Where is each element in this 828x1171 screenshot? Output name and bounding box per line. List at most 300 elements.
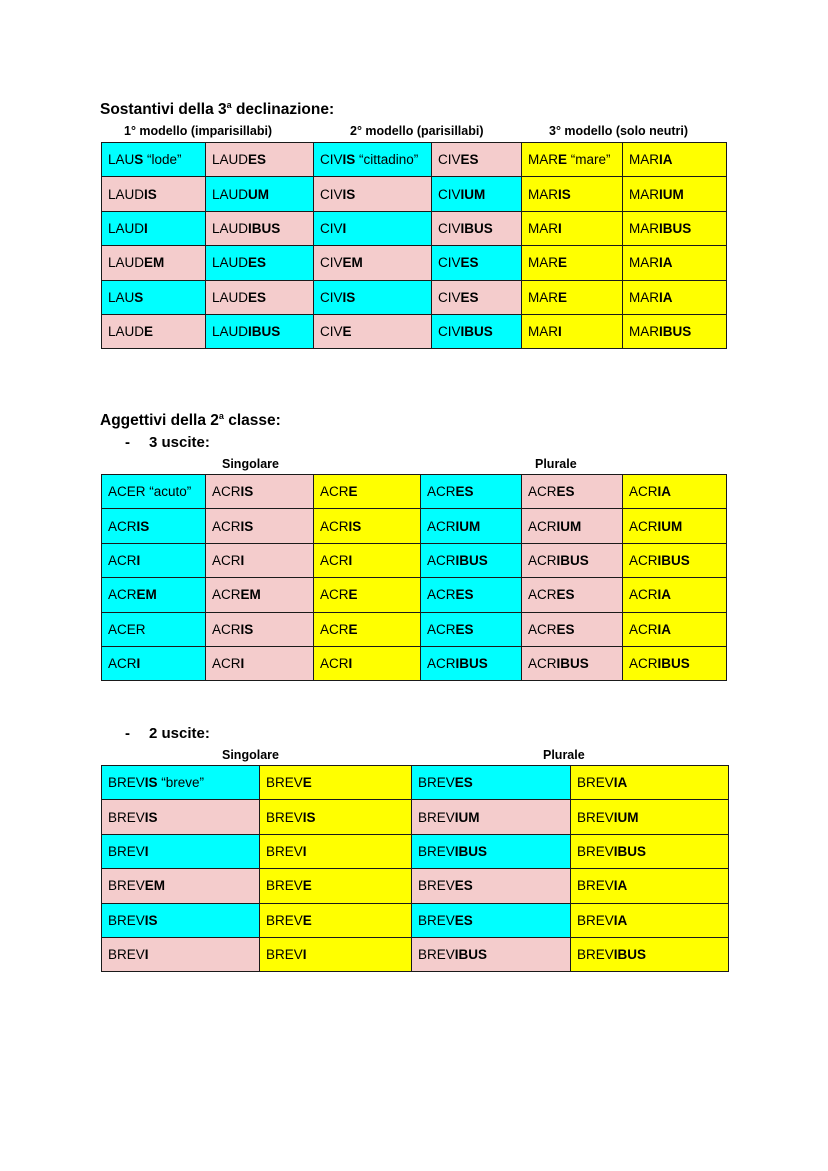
- table-cell: [623, 143, 727, 177]
- word-ending: IA: [657, 621, 672, 637]
- word-stem: BREV: [108, 775, 145, 791]
- word-ending: IBUS: [248, 220, 281, 236]
- table-cell: [314, 646, 421, 680]
- word-ending: E: [348, 587, 358, 603]
- table-row: [102, 646, 727, 680]
- table-cell: [102, 177, 206, 211]
- table-cell: [623, 578, 727, 612]
- word-stem: BREV: [577, 947, 614, 963]
- word-stem: LAUD: [212, 220, 249, 236]
- table-cell: [206, 314, 314, 348]
- word-stem: ACR: [212, 518, 241, 534]
- word-ending: IUM: [556, 518, 582, 534]
- table-cell: [314, 177, 432, 211]
- table-row: [102, 177, 727, 211]
- word-ending: ES: [248, 255, 267, 271]
- table-cell: [102, 475, 206, 509]
- plurale-header: Plurale: [535, 457, 577, 471]
- word-ending: IBUS: [455, 552, 488, 568]
- word-stem: ACR: [212, 656, 241, 672]
- table-cell: [522, 246, 623, 280]
- table-cell: [102, 903, 260, 937]
- word-ending: IBUS: [613, 843, 647, 859]
- word-stem: LAUD: [108, 255, 145, 271]
- table-row: [102, 903, 729, 937]
- word-ending: IS: [240, 484, 254, 500]
- word-ending: I: [144, 947, 149, 963]
- table-cell: [623, 280, 727, 314]
- word-stem: ACR: [528, 587, 557, 603]
- word-stem: ACR: [108, 656, 137, 672]
- word-ending: IBUS: [460, 220, 493, 236]
- model2-header: 2° modello (parisillabi): [350, 124, 484, 138]
- word-stem: BREV: [418, 843, 455, 859]
- table-cell: [421, 578, 522, 612]
- word-ending: IUM: [613, 809, 639, 825]
- word-stem: ACR: [108, 587, 137, 603]
- table-cell: [206, 143, 314, 177]
- word-stem: BREV: [577, 775, 614, 791]
- word-stem: MAR: [528, 220, 558, 236]
- word-stem: LAUD: [212, 289, 249, 305]
- table-cell: [623, 543, 727, 577]
- word-stem: MAR: [528, 186, 558, 202]
- word-ending: E: [144, 324, 154, 340]
- table-cell: [206, 211, 314, 245]
- word-ending: IS: [342, 186, 356, 202]
- bullet-2-uscite: [125, 725, 210, 742]
- title-superscript: a: [218, 411, 224, 421]
- table-cell: [623, 314, 727, 348]
- word-ending: ES: [454, 878, 473, 894]
- word-stem: ACER: [108, 484, 146, 500]
- table-cell: [102, 766, 260, 800]
- word-ending: ES: [460, 152, 479, 168]
- word-stem: BREV: [108, 912, 145, 928]
- table-cell: [206, 646, 314, 680]
- table-cell: [571, 800, 729, 834]
- word-ending: IUM: [659, 186, 684, 202]
- word-gloss: “acuto”: [145, 484, 192, 500]
- word-stem: ACR: [320, 518, 349, 534]
- word-ending: IBUS: [460, 324, 493, 340]
- word-gloss: “breve”: [157, 775, 205, 791]
- title-superscript: a: [226, 100, 232, 110]
- table-cell: [314, 246, 432, 280]
- word-ending: I: [144, 843, 149, 859]
- table-cell: [314, 314, 432, 348]
- word-stem: BREV: [266, 912, 303, 928]
- word-stem: BREV: [108, 809, 145, 825]
- table-cell: [623, 509, 727, 543]
- table-cell: [522, 177, 623, 211]
- table-cell: [522, 280, 623, 314]
- table-cell: [522, 211, 623, 245]
- word-ending: IBUS: [659, 220, 692, 236]
- table-cell: [102, 646, 206, 680]
- table-cell: [522, 314, 623, 348]
- table-row: [102, 280, 727, 314]
- bullet-label: 3 uscite:: [149, 434, 210, 451]
- word-ending: I: [302, 843, 307, 859]
- word-stem: MAR: [528, 255, 558, 271]
- word-stem: LAUD: [108, 186, 145, 202]
- table-cell: [206, 246, 314, 280]
- nouns-declension-table: [101, 142, 727, 349]
- adjectives-3-endings-table: [101, 474, 727, 681]
- adjectives-2-endings-table: [101, 765, 729, 972]
- table-cell: [623, 211, 727, 245]
- table-cell: [412, 903, 571, 937]
- word-ending: IS: [348, 518, 362, 534]
- word-ending: E: [302, 912, 312, 928]
- word-stem: BREV: [577, 809, 614, 825]
- word-stem: BREV: [418, 912, 455, 928]
- word-stem: ACR: [320, 484, 349, 500]
- word-ending: E: [302, 878, 312, 894]
- table-cell: [314, 475, 421, 509]
- word-stem: BREV: [266, 947, 303, 963]
- table-cell: [412, 800, 571, 834]
- word-ending: I: [136, 656, 141, 672]
- word-stem: ACR: [320, 656, 349, 672]
- table-row: [102, 143, 727, 177]
- word-stem: ACR: [427, 656, 456, 672]
- word-ending: IS: [302, 809, 316, 825]
- word-ending: EM: [144, 255, 165, 271]
- word-ending: IS: [144, 775, 158, 791]
- table-cell: [260, 903, 412, 937]
- word-ending: ES: [248, 152, 267, 168]
- word-ending: IS: [240, 621, 254, 637]
- word-stem: CIV: [320, 324, 343, 340]
- table-cell: [314, 280, 432, 314]
- bullet-3-uscite: [125, 434, 210, 451]
- table-cell: [102, 314, 206, 348]
- word-stem: ACR: [629, 656, 658, 672]
- table-row: [102, 246, 727, 280]
- bullet-dash: -: [125, 434, 130, 451]
- word-ending: ES: [248, 289, 267, 305]
- word-stem: BREV: [266, 809, 303, 825]
- word-stem: ACR: [528, 552, 557, 568]
- word-ending: IA: [659, 289, 673, 305]
- word-ending: E: [558, 152, 568, 168]
- model3-header: 3° modello (solo neutri): [549, 124, 689, 138]
- table-row: [102, 578, 727, 612]
- word-ending: IS: [558, 186, 571, 202]
- table-row: [102, 543, 727, 577]
- table-row: [102, 766, 729, 800]
- word-ending: IS: [144, 809, 158, 825]
- word-ending: S: [134, 289, 144, 305]
- word-ending: IBUS: [454, 843, 488, 859]
- word-stem: MAR: [629, 289, 659, 305]
- table-cell: [421, 475, 522, 509]
- table-cell: [314, 143, 432, 177]
- word-stem: LAUD: [108, 220, 145, 236]
- plurale-header: Plurale: [543, 748, 585, 762]
- section-title-aggettivi: [100, 411, 281, 430]
- word-stem: ACR: [320, 552, 349, 568]
- title-text: declinazione:: [231, 101, 335, 118]
- table-cell: [432, 143, 522, 177]
- word-ending: IA: [613, 775, 628, 791]
- table-cell: [102, 211, 206, 245]
- word-stem: CIV: [320, 152, 343, 168]
- word-stem: BREV: [266, 775, 303, 791]
- word-ending: ES: [556, 587, 575, 603]
- table-cell: [522, 543, 623, 577]
- word-stem: CIV: [320, 289, 343, 305]
- word-stem: MAR: [528, 152, 558, 168]
- table-cell: [623, 475, 727, 509]
- word-ending: ES: [454, 775, 473, 791]
- table-cell: [522, 578, 623, 612]
- word-ending: E: [302, 775, 312, 791]
- word-stem: ACR: [427, 587, 456, 603]
- table-cell: [432, 177, 522, 211]
- word-ending: IBUS: [657, 552, 690, 568]
- word-stem: BREV: [577, 912, 614, 928]
- word-stem: ACR: [212, 621, 241, 637]
- word-ending: I: [558, 324, 562, 340]
- table-row: [102, 612, 727, 646]
- table-cell: [623, 646, 727, 680]
- table-cell: [314, 578, 421, 612]
- word-stem: BREV: [418, 878, 455, 894]
- word-stem: ACR: [212, 484, 241, 500]
- table-cell: [206, 543, 314, 577]
- table-cell: [206, 578, 314, 612]
- word-stem: CIV: [320, 186, 343, 202]
- word-stem: ACER: [108, 621, 146, 637]
- table-cell: [102, 280, 206, 314]
- word-ending: I: [240, 656, 245, 672]
- word-stem: ACR: [629, 518, 658, 534]
- word-ending: IA: [613, 912, 628, 928]
- word-stem: BREV: [266, 843, 303, 859]
- word-stem: LAUD: [212, 255, 249, 271]
- word-stem: BREV: [577, 843, 614, 859]
- table-cell: [522, 475, 623, 509]
- word-stem: ACR: [320, 621, 349, 637]
- word-ending: I: [348, 552, 353, 568]
- word-ending: IBUS: [248, 324, 281, 340]
- word-ending: EM: [342, 255, 363, 271]
- word-ending: IBUS: [455, 656, 488, 672]
- title-text: Aggettivi della 2: [100, 412, 219, 429]
- singolare-header: Singolare: [222, 457, 279, 471]
- table-cell: [102, 143, 206, 177]
- table-cell: [102, 578, 206, 612]
- word-stem: CIV: [438, 255, 461, 271]
- word-gloss: “mare”: [567, 152, 611, 168]
- table-cell: [102, 937, 260, 971]
- table-row: [102, 800, 729, 834]
- table-cell: [522, 509, 623, 543]
- table-cell: [206, 177, 314, 211]
- word-stem: MAR: [528, 289, 558, 305]
- table-row: [102, 869, 729, 903]
- word-ending: IS: [342, 152, 356, 168]
- table-cell: [522, 612, 623, 646]
- word-stem: ACR: [528, 518, 557, 534]
- word-ending: E: [348, 621, 358, 637]
- table-cell: [102, 543, 206, 577]
- word-stem: CIV: [320, 220, 343, 236]
- word-ending: ES: [556, 484, 575, 500]
- word-stem: ACR: [320, 587, 349, 603]
- table-cell: [314, 211, 432, 245]
- table-cell: [412, 834, 571, 868]
- word-stem: MAR: [629, 152, 659, 168]
- word-stem: ACR: [629, 484, 658, 500]
- word-ending: ES: [460, 255, 479, 271]
- table-row: [102, 211, 727, 245]
- word-ending: IBUS: [556, 656, 589, 672]
- bullet-label: 2 uscite:: [149, 725, 210, 742]
- word-ending: IUM: [460, 186, 486, 202]
- table-cell: [260, 937, 412, 971]
- word-ending: IBUS: [613, 947, 647, 963]
- word-stem: CIV: [438, 152, 461, 168]
- word-ending: EM: [136, 587, 157, 603]
- table-cell: [571, 834, 729, 868]
- table-cell: [102, 800, 260, 834]
- word-ending: E: [348, 484, 358, 500]
- word-ending: S: [134, 152, 144, 168]
- table-cell: [412, 937, 571, 971]
- word-stem: LAUD: [212, 186, 249, 202]
- word-stem: ACR: [528, 656, 557, 672]
- word-gloss: “cittadino”: [355, 152, 419, 168]
- table-cell: [206, 280, 314, 314]
- word-stem: MAR: [629, 220, 659, 236]
- table-cell: [421, 612, 522, 646]
- word-ending: IA: [657, 484, 672, 500]
- table-row: [102, 937, 729, 971]
- table-cell: [623, 612, 727, 646]
- word-ending: ES: [454, 912, 473, 928]
- word-stem: MAR: [629, 324, 659, 340]
- table-row: [102, 314, 727, 348]
- word-ending: E: [558, 289, 568, 305]
- word-stem: ACR: [629, 587, 658, 603]
- table-cell: [260, 834, 412, 868]
- word-ending: EM: [144, 878, 166, 894]
- word-ending: ES: [455, 484, 474, 500]
- section-title-sostantivi: [100, 100, 334, 119]
- table-cell: [260, 766, 412, 800]
- model1-header: 1° modello (imparisillabi): [124, 124, 273, 138]
- title-text: Sostantivi della 3: [100, 101, 227, 118]
- word-stem: ACR: [629, 621, 658, 637]
- word-ending: IUM: [657, 518, 683, 534]
- word-stem: ACR: [427, 484, 456, 500]
- word-stem: ACR: [212, 552, 241, 568]
- table-cell: [432, 314, 522, 348]
- word-stem: CIV: [438, 186, 461, 202]
- table-cell: [314, 509, 421, 543]
- word-ending: IBUS: [659, 324, 692, 340]
- table-cell: [522, 143, 623, 177]
- table-cell: [421, 509, 522, 543]
- word-ending: ES: [455, 587, 474, 603]
- word-ending: E: [558, 255, 568, 271]
- word-ending: IA: [659, 255, 673, 271]
- word-stem: MAR: [629, 255, 659, 271]
- word-stem: MAR: [629, 186, 659, 202]
- word-ending: UM: [248, 186, 270, 202]
- table-cell: [206, 475, 314, 509]
- word-stem: ACR: [427, 552, 456, 568]
- table-cell: [102, 246, 206, 280]
- table-cell: [102, 612, 206, 646]
- table-cell: [421, 543, 522, 577]
- word-stem: MAR: [528, 324, 558, 340]
- table-cell: [206, 612, 314, 646]
- word-ending: IS: [144, 186, 157, 202]
- word-stem: BREV: [418, 775, 455, 791]
- word-stem: BREV: [108, 947, 145, 963]
- word-ending: IA: [613, 878, 628, 894]
- table-row: [102, 509, 727, 543]
- word-ending: IS: [144, 912, 158, 928]
- table-row: [102, 834, 729, 868]
- word-ending: IBUS: [556, 552, 589, 568]
- table-cell: [522, 646, 623, 680]
- word-ending: IS: [240, 518, 254, 534]
- word-ending: I: [302, 947, 307, 963]
- table-cell: [571, 903, 729, 937]
- table-cell: [260, 869, 412, 903]
- table-cell: [206, 509, 314, 543]
- table-cell: [571, 937, 729, 971]
- table-cell: [432, 211, 522, 245]
- word-ending: IBUS: [454, 947, 488, 963]
- word-stem: LAU: [108, 289, 135, 305]
- word-ending: I: [144, 220, 148, 236]
- word-stem: ACR: [108, 518, 137, 534]
- table-cell: [432, 280, 522, 314]
- table-cell: [571, 869, 729, 903]
- word-stem: LAUD: [212, 324, 249, 340]
- table-cell: [412, 869, 571, 903]
- word-stem: ACR: [528, 484, 557, 500]
- word-ending: I: [342, 220, 347, 236]
- word-stem: BREV: [418, 947, 455, 963]
- word-ending: IA: [659, 152, 673, 168]
- word-ending: IA: [657, 587, 672, 603]
- word-ending: ES: [556, 621, 575, 637]
- word-ending: I: [558, 220, 562, 236]
- word-stem: ACR: [528, 621, 557, 637]
- word-stem: ACR: [108, 552, 137, 568]
- word-ending: IUM: [455, 518, 481, 534]
- word-stem: LAUD: [212, 152, 249, 168]
- word-ending: I: [240, 552, 245, 568]
- word-stem: LAU: [108, 152, 135, 168]
- singolare-header: Singolare: [222, 748, 279, 762]
- word-stem: BREV: [108, 878, 145, 894]
- word-stem: LAUD: [108, 324, 145, 340]
- word-stem: BREV: [577, 878, 614, 894]
- word-stem: ACR: [427, 518, 456, 534]
- word-ending: IUM: [454, 809, 480, 825]
- word-ending: IS: [342, 289, 356, 305]
- word-stem: BREV: [418, 809, 455, 825]
